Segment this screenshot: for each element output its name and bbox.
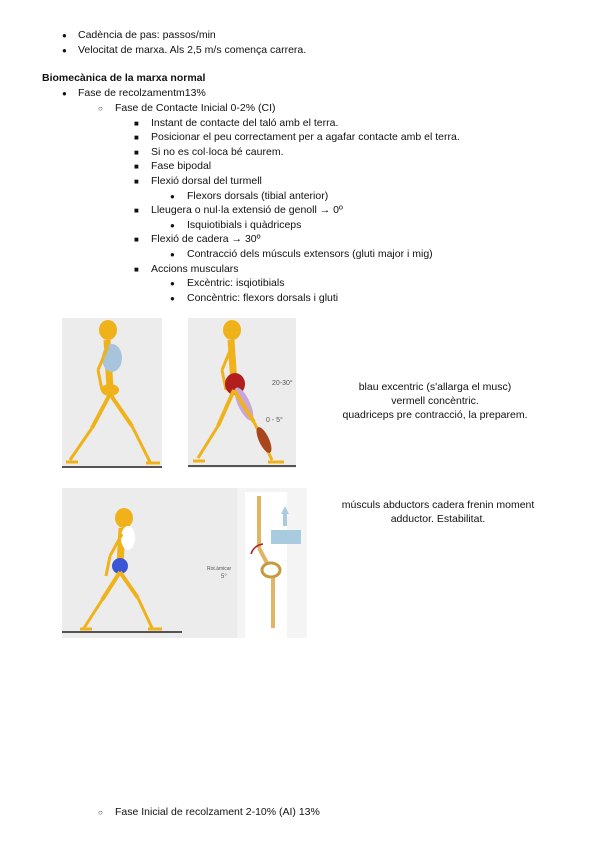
list-item: Accions musculars: [151, 263, 239, 275]
bullet-dot: ●: [170, 294, 175, 303]
bullet-square: ■: [134, 119, 139, 128]
caption-line: quadriceps pre contracció, la preparem.: [342, 409, 528, 421]
list-item: Flexors dorsals (tibial anterior): [187, 190, 329, 202]
list-item: Fase bipodal: [151, 160, 212, 172]
angle-label-hip: 20-30°: [272, 380, 293, 387]
list-item: Flexió de cadera → 30º: [151, 233, 261, 245]
figure-caption-2: [318, 498, 558, 526]
list-item: Posicionar el peu correctament per a agafar contacte amb el terra.: [151, 131, 460, 143]
bullet-square: ■: [134, 206, 139, 215]
bullet-square: ■: [134, 265, 139, 274]
bullet-square: ■: [134, 148, 139, 157]
bullet-circle: ○: [98, 104, 103, 113]
bullet-dot: ●: [62, 46, 67, 55]
skeleton-figure-glute: [62, 488, 237, 638]
bullet-circle: ○: [98, 808, 103, 817]
list-item: Lleugera o nul·la extensió de genoll → 0º: [151, 204, 343, 216]
list-item: Cadència de pas: passos/min: [78, 29, 216, 41]
list-item: Fase de recolzamentm13%: [78, 87, 206, 99]
list-item: Flexió dorsal del turmell: [151, 175, 262, 187]
caption-line: adductor. Estabilitat.: [390, 513, 486, 525]
list-item: Fase de Contacte Inicial 0-2% (CI): [115, 102, 276, 114]
list-item: Fase Inicial de recolzament 2-10% (AI) 13%: [115, 806, 320, 818]
bullet-dot: ●: [170, 279, 175, 288]
bullet-square: ■: [134, 133, 139, 142]
caption-line: músculs abductors cadera frenin moment: [341, 499, 535, 511]
bullet-dot: ●: [170, 221, 175, 230]
bullet-square: ■: [134, 235, 139, 244]
list-item: Velocitat de marxa. Als 2,5 m/s comença carrera.: [78, 44, 307, 56]
rotation-label: Rot.àmicar: [207, 566, 232, 572]
bullet-square: ■: [134, 162, 139, 171]
list-item: Si no es col·loca bé caurem.: [151, 146, 284, 158]
caption-line: vermell concèntric.: [391, 395, 479, 407]
bullet-dot: ●: [170, 192, 175, 201]
figure-caption-1: [310, 380, 560, 422]
list-item: Instant de contacte del taló amb el terra.: [151, 117, 339, 129]
rotation-angle: 5°: [221, 574, 227, 580]
list-item: Contracció dels músculs extensors (gluti major i mig): [187, 248, 433, 260]
bullet-dot: ●: [170, 250, 175, 259]
skeleton-figure-heel-strike-b: [188, 318, 296, 468]
list-item: Excèntric: isqiotibials: [187, 277, 285, 289]
bullet-dot: ●: [62, 89, 67, 98]
section-heading: Biomecànica de la marxa normal: [42, 72, 206, 84]
skeleton-figure-heel-strike-a: [62, 318, 162, 468]
bullet-square: ■: [134, 177, 139, 186]
bullet-dot: ●: [62, 31, 67, 40]
list-item: Concèntric: flexors dorsals i gluti: [187, 292, 339, 304]
caption-line: blau excentric (s'allarga el musc): [358, 381, 512, 393]
list-item: Isquiotibials i quàdriceps: [187, 219, 302, 231]
angle-label-knee: 0 - 5°: [266, 417, 283, 424]
frontal-leg-figure: [207, 488, 307, 638]
